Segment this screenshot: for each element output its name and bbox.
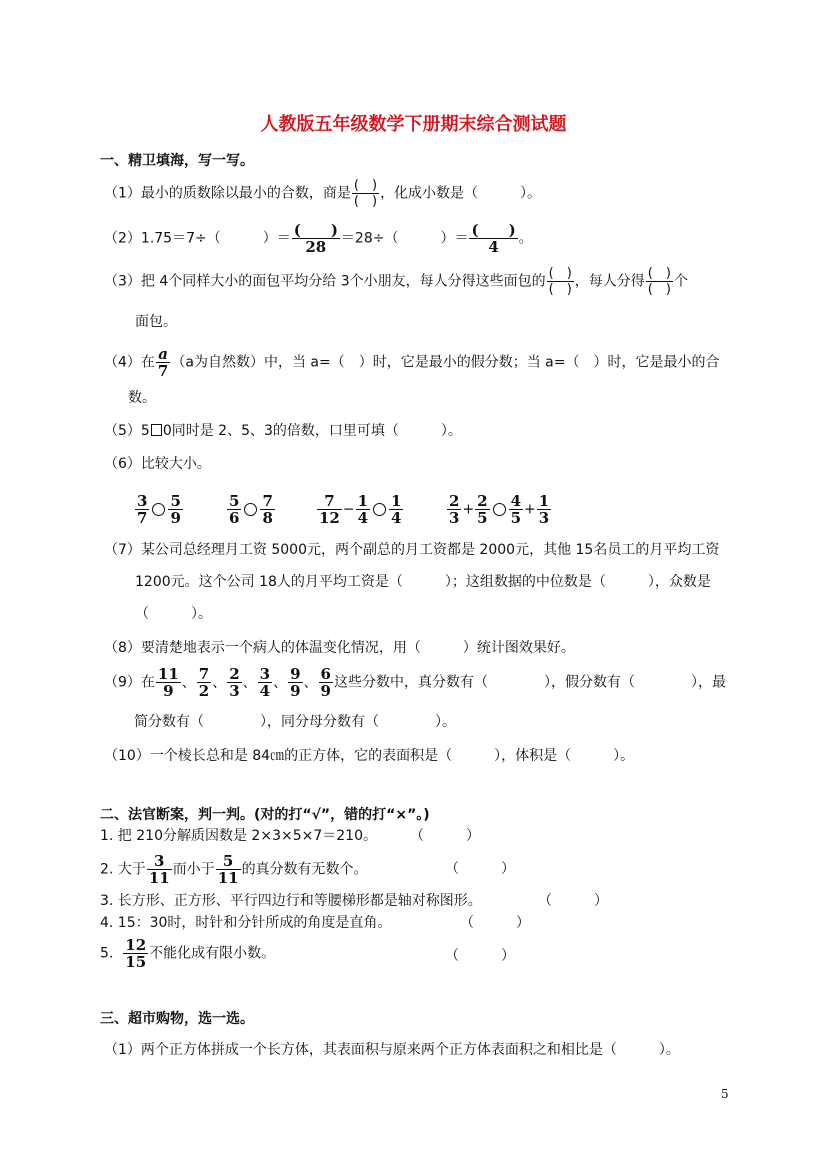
judge-item-4: 4. 15：30时，时针和分针所成的角度是直角。	[100, 915, 392, 931]
fraction: $\frac{9}{9}$	[290, 665, 301, 700]
compare-d: $\frac{2}{3}$ + $\frac{2}{5}$ $\frac{4}{5}$ + $\frac{1}{3}$	[449, 492, 550, 527]
compare-a: $\frac{3}{7}$ $\frac{5}{9}$	[137, 492, 181, 527]
question-1-4: （4）在 $\frac{a}{7}$ （a为自然数）中，当 a=（ ）时，它是最小的假分数；当 a=（ ）时，它是最小的合	[104, 345, 720, 380]
question-1-1: （1）最小的质数除以最小的合数，商是 ( ) ( ) ，化成小数是（ ）。	[104, 178, 542, 209]
fraction: ( ) 4	[471, 221, 516, 256]
judge-item-5: 5. $\frac{12}{15}$ 不能化成有限小数。	[100, 936, 276, 971]
question-1-7-cont2: （ ）。	[135, 606, 212, 622]
judge-item-1: 1. 把 210分解质因数是 2×3×5×7＝210。	[100, 828, 377, 844]
section-3-heading: 三、超市购物，选一选。	[100, 1011, 254, 1027]
question-1-3: （3）把 4个同样大小的面包平均分给 3个小朋友，每人分得这些面包的 ( ) ( ) ，每人分得 ( ) ( ) 个	[104, 266, 688, 297]
compare-circle-icon	[493, 503, 506, 516]
compare-circle-icon	[152, 503, 165, 516]
judge-answer-1[interactable]: （ ）	[410, 828, 480, 844]
compare-b: $\frac{5}{6}$ $\frac{7}{8}$	[229, 492, 273, 527]
fraction: $\frac{6}{9}$	[320, 665, 331, 700]
question-1-7-cont: 1200元。这个公司 18人的月平均工资是（ ）；这组数据的中位数是（ ），众数是	[135, 574, 711, 590]
fraction: $\frac{a}{7}$	[157, 345, 169, 380]
question-1-6: （6）比较大小。	[104, 456, 211, 472]
blank-fraction: ( ) ( )	[548, 266, 572, 297]
compare-c: $\frac{7}{12}$ − $\frac{1}{4}$ $\frac{1}{4}$	[319, 492, 402, 527]
judge-item-3: 3. 长方形、正方形、平行四边行和等腰梯形都是轴对称图形。	[100, 893, 482, 909]
judge-answer-2[interactable]: （ ）	[445, 861, 515, 877]
blank-fraction: ( ) ( )	[647, 266, 671, 297]
fraction: $\frac{3}{4}$	[259, 665, 271, 700]
question-1-3-cont: 面包。	[135, 314, 177, 330]
page-title: 人教版五年级数学下册期末综合测试题	[260, 114, 567, 135]
compare-circle-icon	[244, 503, 257, 516]
question-1-9: （9）在 $\frac{11}{9}$ 、 $\frac{7}{2}$ 、 $\frac{2}{3}$ 、 $\frac{3}{4}$ 、 $\frac{9}{9}$ 、 $\frac{6}{9}$ 这些分数中，真分数有（ ），假分数有（ ），最	[104, 665, 726, 700]
judge-answer-3[interactable]: （ ）	[538, 893, 608, 909]
question-1-2: （2）1.75＝7÷（ ）＝ ( ) 28 ＝28÷（ ）＝ ( ) 4 。	[104, 221, 533, 256]
question-1-10: （10）一个棱长总和是 84㎝的正方体，它的表面积是（ ），体积是（ ）。	[104, 748, 635, 764]
section-2-heading: 二、法官断案，判一判。(对的打“√”，错的打“×”。)	[100, 807, 430, 823]
question-1-4-cont: 数。	[128, 390, 156, 406]
section-1-heading: 一、精卫填海，写一写。	[100, 153, 254, 169]
question-1-7: （7）某公司总经理月工资 5000元，两个副总的月工资都是 2000元，其他 15名员工的月平均工资	[104, 542, 720, 558]
fraction: $\frac{11}{9}$	[157, 665, 179, 700]
judge-answer-4[interactable]: （ ）	[460, 915, 530, 931]
fraction: $\frac{2}{3}$	[229, 665, 240, 700]
fraction: ( ) 28	[293, 221, 338, 256]
page-number: 5	[721, 1087, 729, 1101]
fraction: $\frac{7}{2}$	[198, 665, 210, 700]
question-1-5: （5）5 0同时是 2、5、3的倍数，口里可填（ ）。	[104, 423, 462, 439]
judge-item-2: 2. 大于 $\frac{3}{11}$ 而小于 $\frac{5}{11}$ 的真分数有无数个。	[100, 852, 368, 887]
question-1-8: （8）要清楚地表示一个病人的体温变化情况，用（ ）统计图效果好。	[104, 640, 575, 656]
question-1-9-cont: 简分数有（ ），同分母分数有（ ）。	[134, 714, 456, 730]
choice-question-1: （1）两个正方体拼成一个长方体，其表面积与原来两个正方体表面积之和相比是（ ）。	[104, 1042, 680, 1058]
judge-answer-5[interactable]: （ ）	[445, 948, 515, 964]
box-placeholder-icon	[151, 424, 162, 436]
compare-circle-icon	[373, 503, 386, 516]
blank-fraction: ( ) ( )	[353, 178, 378, 209]
